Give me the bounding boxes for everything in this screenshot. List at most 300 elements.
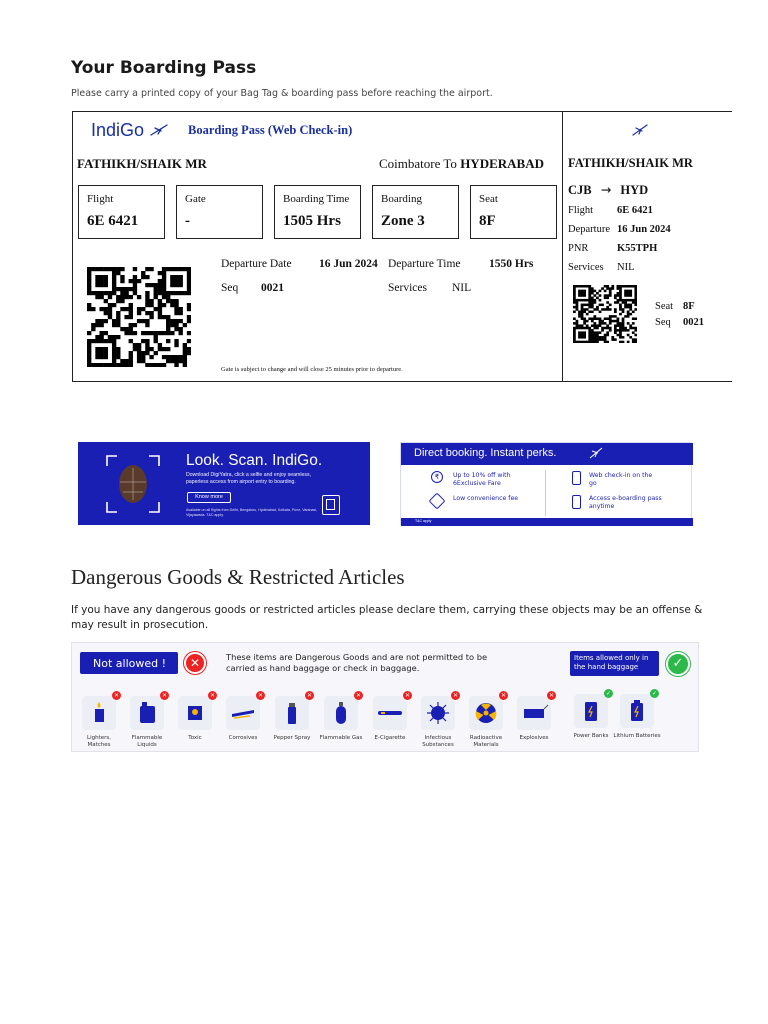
qr-module (593, 294, 596, 297)
qr-module (593, 299, 596, 302)
qr-module (149, 315, 153, 319)
qr-module (129, 303, 133, 307)
qr-module (604, 327, 607, 330)
qr-module (120, 327, 124, 331)
qr-module (578, 334, 581, 337)
qr-module (129, 311, 133, 315)
qr-module (174, 279, 178, 283)
qr-module (634, 297, 637, 300)
qr-module (619, 327, 622, 330)
qr-module (166, 355, 170, 359)
stub-details (568, 201, 671, 277)
qr-module (591, 306, 594, 309)
qr-module (606, 324, 609, 327)
qr-module (601, 304, 604, 307)
qr-module (629, 306, 632, 309)
qr-module (599, 299, 602, 302)
qr-module (112, 303, 116, 307)
qr-module (124, 363, 128, 367)
qr-module (624, 327, 627, 330)
qr-module (614, 308, 617, 311)
qr-module (611, 287, 614, 290)
qr-module (133, 331, 137, 335)
qr-module (87, 283, 91, 287)
qr-module (104, 319, 108, 323)
qr-module (187, 351, 191, 355)
qr-module (112, 287, 116, 291)
qr-module (614, 329, 617, 332)
page-subtitle: Please carry a printed copy of your Bag Tag & boarding pass before reaching the airport. (71, 88, 493, 99)
qr-module (129, 287, 133, 291)
qr-module (591, 320, 594, 323)
qr-module (583, 311, 586, 314)
qr-module (624, 304, 627, 307)
qr-module (622, 320, 625, 323)
qr-module (632, 317, 635, 320)
qr-module (624, 290, 627, 293)
qr-module (174, 355, 178, 359)
qr-module (141, 271, 145, 275)
not-allowed-badge (80, 652, 178, 674)
qr-module (183, 355, 187, 359)
qr-module (622, 285, 625, 288)
qr-module (622, 299, 625, 302)
qr-module (145, 267, 149, 271)
qr-module (622, 301, 625, 304)
qr-module (588, 341, 591, 343)
qr-module (158, 331, 162, 335)
face-scan-icon (105, 454, 161, 514)
qr-module (116, 295, 120, 299)
qr-module (581, 285, 584, 288)
qr-module (627, 313, 630, 316)
qr-module (87, 347, 91, 351)
qr-module (617, 294, 620, 297)
direct-booking-header (401, 443, 693, 465)
qr-module (614, 338, 617, 341)
qr-module (166, 291, 170, 295)
qr-module (581, 336, 584, 339)
qr-module (108, 339, 112, 343)
qr-module (174, 291, 178, 295)
qr-module (179, 267, 183, 271)
qr-module (606, 306, 609, 309)
qr-module (604, 341, 607, 343)
qr-module (581, 299, 584, 302)
qr-module (596, 297, 599, 300)
qr-module (116, 299, 120, 303)
qr-module (174, 267, 178, 271)
qr-module (149, 303, 153, 307)
qr-module (112, 359, 116, 363)
qr-module (170, 275, 174, 279)
qr-module (174, 327, 178, 331)
seq-label: Seq (221, 282, 239, 294)
qr-module (583, 327, 586, 330)
qr-module (627, 311, 630, 314)
qr-module (108, 295, 112, 299)
qr-module (609, 304, 612, 307)
qr-module (609, 315, 612, 318)
qr-module (581, 324, 584, 327)
boarding-zone-label: Boarding (381, 193, 422, 205)
qr-module (619, 304, 622, 307)
qr-module (573, 297, 576, 300)
qr-module (604, 336, 607, 339)
qr-module (576, 322, 579, 325)
qr-module (154, 295, 158, 299)
qr-module (137, 307, 141, 311)
qr-module (634, 329, 637, 332)
qr-module (588, 292, 591, 295)
item-lithium-batteries: ✓ Lithium Batteries (613, 690, 661, 739)
qr-module (170, 283, 174, 287)
qr-module (129, 363, 133, 367)
qr-module (137, 351, 141, 355)
qr-module (179, 275, 183, 279)
qr-module (87, 307, 91, 311)
qr-module (183, 323, 187, 327)
qr-module (588, 317, 591, 320)
services-label: Services (388, 282, 427, 294)
dangerous-goods-title: Dangerous Goods & Restricted Articles (71, 565, 405, 589)
qr-module (120, 267, 124, 271)
qr-module (108, 267, 112, 271)
qr-module (604, 308, 607, 311)
qr-module (112, 319, 116, 323)
qr-module (162, 275, 166, 279)
qr-module (604, 290, 607, 293)
qr-module (581, 317, 584, 320)
qr-module (162, 295, 166, 299)
qr-module (591, 338, 594, 341)
item-flammable-gas: ✕ Flammable Gas (317, 696, 365, 742)
qr-module (104, 299, 108, 303)
qr-module (586, 313, 589, 316)
qr-module (614, 294, 617, 297)
qr-module (629, 292, 632, 295)
qr-module (586, 320, 589, 323)
qr-module (174, 323, 178, 327)
qr-module (576, 304, 579, 307)
toxic-icon (178, 696, 212, 730)
qr-module (187, 291, 191, 295)
qr-module (573, 331, 576, 334)
qr-module (609, 294, 612, 297)
qr-module (145, 351, 149, 355)
qr-module (581, 294, 584, 297)
gate-notice: Gate is subject to change and will close 25 minutes prior to departure. (221, 366, 403, 373)
qr-module (137, 355, 141, 359)
qr-module (149, 331, 153, 335)
direct-booking-banner[interactable] (400, 442, 692, 525)
qr-module (576, 285, 579, 288)
digiyatra-body: Download DigiYatra, click a selfie and enjoy seamless, paperless access from airport entry to boarding. (186, 472, 312, 485)
qr-module (174, 283, 178, 287)
qr-module (124, 331, 128, 335)
qr-module (154, 331, 158, 335)
item-label: Corrosives (228, 735, 258, 741)
qr-module (174, 359, 178, 363)
flight-value: 6E 6421 (87, 213, 139, 229)
gate-label: Gate (185, 193, 206, 205)
qr-module (120, 363, 124, 367)
qr-module (145, 319, 149, 323)
item-e-cigarette: ✕ E-Cigarette (366, 696, 414, 742)
qr-module (108, 335, 112, 339)
qr-module (583, 320, 586, 323)
qr-module (622, 311, 625, 314)
digiyatra-banner[interactable] (78, 442, 370, 525)
qr-module (588, 301, 591, 304)
qr-module (583, 292, 586, 295)
qr-module (627, 290, 630, 293)
qr-module (179, 359, 183, 363)
qr-module (609, 320, 612, 323)
qr-module (145, 339, 149, 343)
qr-module (578, 299, 581, 302)
qr-module (634, 317, 637, 320)
qr-module (622, 336, 625, 339)
perk-eboarding: Access e-boarding pass anytime (589, 495, 662, 510)
qr-module (596, 331, 599, 334)
qr-module (99, 283, 103, 287)
stub-passenger-name: FATHIKH/SHAIK MR (568, 156, 693, 170)
qr-module (91, 363, 95, 367)
qr-module (145, 343, 149, 347)
qr-module (627, 341, 630, 343)
qr-module (149, 311, 153, 315)
qr-module (141, 319, 145, 323)
qr-module (187, 267, 191, 271)
jerrycan-icon (130, 696, 164, 730)
qr-module (634, 299, 637, 302)
qr-module (87, 279, 91, 283)
digiyatra-logo-icon (322, 495, 340, 515)
qr-module (158, 303, 162, 307)
qr-module (166, 331, 170, 335)
qr-module (581, 313, 584, 316)
qr-module (614, 297, 617, 300)
qr-module (87, 303, 91, 307)
qr-module (601, 329, 604, 332)
qr-module (619, 299, 622, 302)
qr-module (162, 271, 166, 275)
qr-module (129, 315, 133, 319)
qr-module (99, 351, 103, 355)
digiyatra-title: Look. Scan. IndiGo. (186, 452, 323, 469)
qr-module (619, 324, 622, 327)
qr-module (576, 320, 579, 323)
qr-module (586, 285, 589, 288)
qr-module (124, 295, 128, 299)
qr-module (588, 299, 591, 302)
qr-module (133, 267, 137, 271)
item-label: Pepper Spray (273, 735, 311, 741)
qr-module (170, 279, 174, 283)
qr-module (95, 347, 99, 351)
qr-module (573, 294, 576, 297)
stub-seat: 8F (683, 301, 695, 312)
qr-module (619, 290, 622, 293)
item-label: Lithium Batteries (613, 733, 661, 739)
qr-module (578, 313, 581, 316)
qr-module (596, 327, 599, 330)
qr-module (573, 317, 576, 320)
arrow-right-icon: → (600, 182, 612, 197)
qr-module (162, 315, 166, 319)
qr-module (116, 271, 120, 275)
qr-module (576, 341, 579, 343)
qr-module (112, 271, 116, 275)
qr-module (632, 285, 635, 288)
qr-module (145, 283, 149, 287)
qr-module (162, 267, 166, 271)
qr-module (632, 338, 635, 341)
qr-module (95, 335, 99, 339)
qr-module (112, 363, 116, 367)
qr-module (588, 327, 591, 330)
qr-module (91, 267, 95, 271)
qr-module (112, 347, 116, 351)
qr-module (606, 308, 609, 311)
qr-module (627, 304, 630, 307)
qr-module (599, 317, 602, 320)
not-allowed-text: These items are Dangerous Goods and are not permitted to be carried as hand baggage or check in baggage. (226, 652, 488, 673)
qr-module (606, 317, 609, 320)
qr-module (619, 287, 622, 290)
qr-module (95, 355, 99, 359)
qr-module (617, 329, 620, 332)
qr-module (576, 308, 579, 311)
not-allowed-label: Not allowed ! (93, 657, 167, 670)
qr-module (154, 283, 158, 287)
stub-pnr: K55TPH (617, 243, 658, 254)
qr-module (583, 331, 586, 334)
seq-value: 0021 (261, 282, 284, 294)
qr-module (599, 311, 602, 314)
qr-module (154, 339, 158, 343)
qr-module (614, 331, 617, 334)
qr-module (599, 320, 602, 323)
qr-module (99, 347, 103, 351)
qr-module (95, 351, 99, 355)
boarding-pass-divider (562, 111, 563, 382)
qr-module (604, 294, 607, 297)
qr-module (629, 324, 632, 327)
qr-module (593, 317, 596, 320)
qr-module (99, 355, 103, 359)
qr-module (632, 301, 635, 304)
qr-module (162, 355, 166, 359)
item-explosives: ✕ Explosives (510, 696, 558, 742)
qr-module (158, 299, 162, 303)
qr-module (170, 355, 174, 359)
stub-flight: 6E 6421 (617, 205, 653, 216)
qr-module (593, 290, 596, 293)
qr-module (629, 336, 632, 339)
qr-module (99, 335, 103, 339)
qr-module (634, 290, 637, 293)
qr-module (619, 331, 622, 334)
qr-module (606, 294, 609, 297)
qr-module (95, 295, 99, 299)
qr-module (586, 308, 589, 311)
qr-module (604, 322, 607, 325)
qr-module (91, 291, 95, 295)
qr-module (609, 308, 612, 311)
mobile-icon (572, 471, 581, 485)
qr-module (145, 275, 149, 279)
qr-module (573, 290, 576, 293)
qr-module (116, 335, 120, 339)
qr-module (611, 315, 614, 318)
qr-module (145, 291, 149, 295)
qr-module (91, 307, 95, 311)
stub-departure: 16 Jun 2024 (617, 224, 671, 235)
qr-module (145, 323, 149, 327)
qr-module (162, 287, 166, 291)
know-more-button[interactable]: Know more (187, 492, 231, 503)
qr-module (599, 304, 602, 307)
qr-module (629, 285, 632, 288)
qr-module (596, 292, 599, 295)
qr-module (629, 304, 632, 307)
qr-module (586, 324, 589, 327)
qr-module (617, 299, 620, 302)
qr-module (129, 323, 133, 327)
item-label: Lighters, Matches (87, 735, 111, 748)
qr-module (120, 275, 124, 279)
gate-value: - (185, 213, 190, 229)
page-title: Your Boarding Pass (71, 58, 257, 78)
qr-module (162, 291, 166, 295)
qr-module (604, 285, 607, 288)
qr-module (609, 327, 612, 330)
qr-module (87, 287, 91, 291)
qr-module (606, 301, 609, 304)
qr-module (583, 317, 586, 320)
qr-module (593, 331, 596, 334)
qr-module (104, 351, 108, 355)
qr-module (622, 341, 625, 343)
direct-booking-footer (401, 518, 693, 526)
qr-module (593, 324, 596, 327)
qr-module (104, 267, 108, 271)
qr-module (634, 334, 637, 337)
qr-module (87, 363, 91, 367)
qr-module (141, 307, 145, 311)
qr-module (166, 339, 170, 343)
qr-module (166, 299, 170, 303)
qr-module (583, 341, 586, 343)
qr-module (609, 292, 612, 295)
stub-seq: 0021 (683, 317, 704, 328)
qr-module (87, 271, 91, 275)
qr-module (624, 285, 627, 288)
qr-module (166, 319, 170, 323)
qr-module (141, 355, 145, 359)
qr-module (599, 322, 602, 325)
qr-module (166, 267, 170, 271)
qr-module (588, 311, 591, 314)
qr-module (573, 329, 576, 332)
qr-module (581, 334, 584, 337)
qr-module (108, 311, 112, 315)
qr-module (179, 307, 183, 311)
qr-module (622, 308, 625, 311)
qr-module (129, 339, 133, 343)
